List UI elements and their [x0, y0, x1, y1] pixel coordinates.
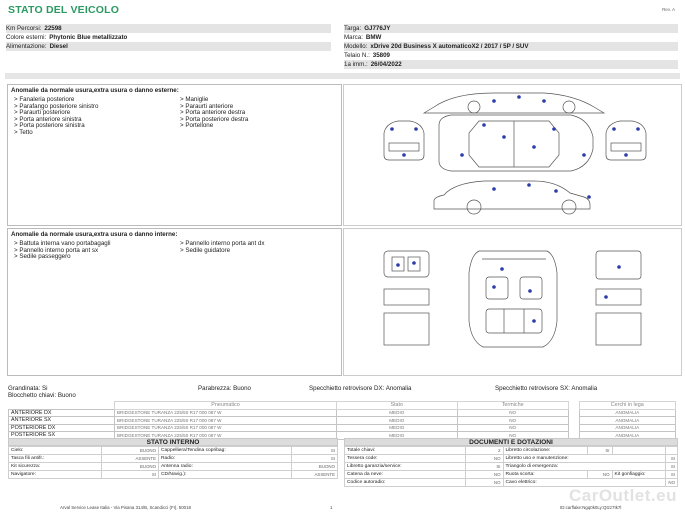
interior-value: SI	[102, 471, 159, 479]
interior-status-title: STATO INTERNO	[8, 438, 338, 446]
tyre-state: MEDIO	[337, 432, 458, 440]
mirror-dx-status: Specchietto retrovisore DX: Anomalia	[309, 385, 412, 392]
doc-value: SI	[588, 447, 612, 455]
tyre-state: MEDIO	[337, 409, 458, 417]
doc-label: Ruota scorta:	[503, 471, 588, 479]
interior-value: BUONO	[292, 463, 338, 471]
list-item: > Paraurti anteriore	[180, 102, 234, 110]
footer-code: ID:carflake:Ngq0k0Ly:Qtzz7tk7l	[560, 505, 622, 510]
tyre-model: BRIDGESTONE TURANZA 225/50 R17 000 087 W	[114, 409, 336, 417]
interior-value: BUONO	[102, 447, 159, 455]
header-alloy: Cerchi in lega	[579, 402, 675, 410]
registration-value: 26/04/2022	[370, 61, 402, 68]
tyre-model: BRIDGESTONE TURANZA 225/50 R17 000 087 W	[114, 432, 336, 440]
tyre-model: BRIDGESTONE TURANZA 225/50 R17 000 087 W	[114, 417, 336, 425]
exterior-damage-list-1	[14, 97, 98, 137]
interior-damage-panel	[7, 228, 342, 376]
model-label: Modello:	[344, 43, 368, 50]
interior-status-table	[8, 446, 338, 479]
list-item: > Porta anteriore sinistra	[14, 115, 82, 123]
tyre-model: BRIDGESTONE TURANZA 225/50 R17 000 087 W	[114, 424, 336, 432]
exterior-damage-panel	[7, 84, 342, 226]
doc-value: 2	[466, 447, 503, 455]
list-item: > Pannello interno porta ant dx	[180, 240, 265, 247]
tyre-state: MEDIO	[337, 417, 458, 425]
list-item: > Porta posteriore sinistra	[14, 122, 85, 130]
interior-label: Navigatore:	[9, 471, 102, 479]
car-outline-exterior	[344, 85, 681, 225]
list-item: > Fanaleria posteriore	[14, 96, 75, 103]
interior-label: Cielo:	[9, 447, 102, 455]
windscreen-status: Parabrezza: Buono	[198, 385, 251, 392]
doc-value: NO	[466, 479, 503, 487]
registration-label: 1a imm.:	[344, 61, 368, 68]
fuel-value: Diesel	[49, 43, 68, 50]
doc-label: Kit gonfiaggio:	[612, 471, 666, 479]
mirror-sx-status: Specchietto retrovisore SX: Anomalia	[495, 385, 598, 392]
table-row	[9, 417, 676, 425]
table-row	[345, 463, 678, 471]
tyre-position: POSTERIORE DX	[9, 424, 115, 432]
tyre-table-header	[9, 402, 676, 410]
chassis-value: 35809	[372, 52, 391, 59]
doc-label: Libretto uso e manutenzione:	[503, 455, 666, 463]
doc-label: Triangolo di emergenza:	[503, 463, 666, 471]
tyre-alloy: ANOMALIA	[579, 432, 675, 440]
table-row	[9, 424, 676, 432]
list-item: > Battuta interna vano portabagagli	[14, 240, 111, 247]
plate-row	[344, 24, 678, 33]
registration-row	[344, 60, 678, 69]
tyre-alloy: ANOMALIA	[579, 424, 675, 432]
tyre-winter: NO	[457, 432, 568, 440]
tyre-alloy: ANOMALIA	[579, 417, 675, 425]
header-winter: Termiche	[457, 402, 568, 410]
interior-label: CD/Navig.):	[159, 471, 292, 479]
interior-value: BUONO	[102, 463, 159, 471]
list-item: > Paraurti posteriore	[14, 109, 71, 117]
plate-value: GJ776JY	[364, 25, 391, 32]
interior-value: SI	[292, 455, 338, 463]
list-item: > Parafango posteriore sinistro	[14, 102, 99, 110]
header-tyre: Pneumatico	[114, 402, 336, 410]
list-item: > Porta anteriore destra	[180, 109, 246, 117]
tyre-state: MEDIO	[337, 424, 458, 432]
interior-label: Cappelliera/Tendina copribag:	[159, 447, 292, 455]
interior-value: ASSENTE	[102, 455, 159, 463]
plate-label: Targa:	[344, 25, 362, 32]
tyre-table	[8, 401, 676, 440]
table-row	[9, 471, 338, 479]
list-item: > Sedile passeggero	[14, 253, 71, 261]
tyre-winter: NO	[457, 424, 568, 432]
exterior-car-diagram	[343, 84, 682, 226]
km-label: Km Percorsi:	[6, 25, 42, 32]
doc-label: Catena da neve:	[345, 471, 466, 479]
interior-car-diagram	[343, 228, 682, 376]
interior-label: Tasca fili antifr.:	[9, 455, 102, 463]
km-value: 22598	[44, 25, 62, 32]
doc-value: NO	[466, 455, 503, 463]
revision-label: Rev. A	[662, 7, 675, 12]
fuel-label: Alimentazione:	[6, 43, 47, 50]
table-row	[345, 447, 678, 455]
doc-value: SI	[666, 455, 678, 463]
table-row	[345, 455, 678, 463]
tyre-position: ANTERIORE SX	[9, 417, 115, 425]
doc-value: NO	[466, 471, 503, 479]
footer-page: 1	[330, 505, 333, 510]
list-item: > Portellone	[180, 122, 214, 130]
list-item: > Porta posteriore destra	[180, 115, 249, 123]
interior-value: SI	[292, 447, 338, 455]
interior-damage-title: Anomalie da normale usura,extra usura o danno interne:	[11, 231, 178, 238]
tyre-alloy: ANOMALIA	[579, 409, 675, 417]
list-item: > Sedile guidatore	[180, 246, 231, 254]
tyre-position: POSTERIORE SX	[9, 432, 115, 440]
doc-label: Tessera code:	[345, 455, 466, 463]
interior-label: Radio:	[159, 455, 292, 463]
table-row	[9, 447, 338, 455]
interior-damage-list-2	[180, 241, 264, 254]
brand-label: Marca:	[344, 34, 363, 41]
km-row	[6, 24, 331, 33]
doc-label: Libretto circolazione:	[503, 447, 588, 455]
doc-label: Totale chiavi:	[345, 447, 466, 455]
list-item: > Maniglie	[180, 96, 209, 103]
brand-row	[344, 33, 678, 42]
interior-label: Kit sicurezza:	[9, 463, 102, 471]
interior-value: ASSENTE	[292, 471, 338, 479]
table-row	[345, 471, 678, 479]
model-row	[344, 42, 678, 51]
table-row	[9, 463, 338, 471]
hail-status: Grandinata: Si	[8, 385, 48, 392]
exterior-damage-title: Anomalie da normale usura,extra usura o danno esterne:	[11, 87, 179, 94]
interior-damage-list-1	[14, 241, 164, 261]
watermark-logo: CarOutlet.eu	[568, 486, 677, 505]
chassis-label: Telaio N.:	[344, 52, 370, 59]
exterior-damage-list-2	[180, 97, 248, 130]
documents-table	[344, 446, 678, 487]
doc-label: Codice autoradio:	[345, 479, 466, 487]
color-value: Phytonic Blue metallizzato	[49, 34, 128, 41]
table-row	[9, 455, 338, 463]
color-label: Colore esterni:	[6, 34, 47, 41]
footer-company: Arval Service Lease Italia - Via Pisana 314/B, Scandicci (FI), 50018	[60, 505, 191, 510]
interior-damage-markers	[396, 261, 621, 323]
tyre-winter: NO	[457, 409, 568, 417]
header-state: Stato	[337, 402, 458, 410]
list-item: > Pannello interno porta ant sx	[14, 246, 99, 254]
interior-label: Antenna radio:	[159, 463, 292, 471]
model-value: xDrive 20d Business X automaticoX2 / 2017 / 5P / SUV	[370, 43, 529, 50]
doc-label: Libretto garanzia/service:	[345, 463, 466, 471]
list-item: > Tetto	[14, 128, 33, 136]
doc-label: Cavo elettrico:	[503, 479, 666, 487]
key-lock-status: Blocchetto chiavi: Buono	[8, 392, 76, 399]
documents-title: DOCUMENTI E DOTAZIONI	[344, 438, 678, 446]
tyre-winter: NO	[457, 417, 568, 425]
brand-value: BMW	[365, 34, 382, 41]
table-row	[9, 409, 676, 417]
doc-value: NO	[666, 479, 678, 487]
doc-value: NO	[588, 471, 612, 479]
fuel-row	[6, 42, 331, 51]
car-outline-interior	[344, 229, 681, 375]
doc-value: SI	[466, 463, 503, 471]
tyre-position: ANTERIORE DX	[9, 409, 115, 417]
chassis-row	[344, 51, 678, 60]
section-divider	[5, 73, 680, 79]
doc-value: SI	[666, 463, 678, 471]
color-row	[6, 33, 331, 42]
doc-value: SI	[666, 471, 678, 479]
page-title: STATO DEL VEICOLO	[8, 4, 120, 16]
